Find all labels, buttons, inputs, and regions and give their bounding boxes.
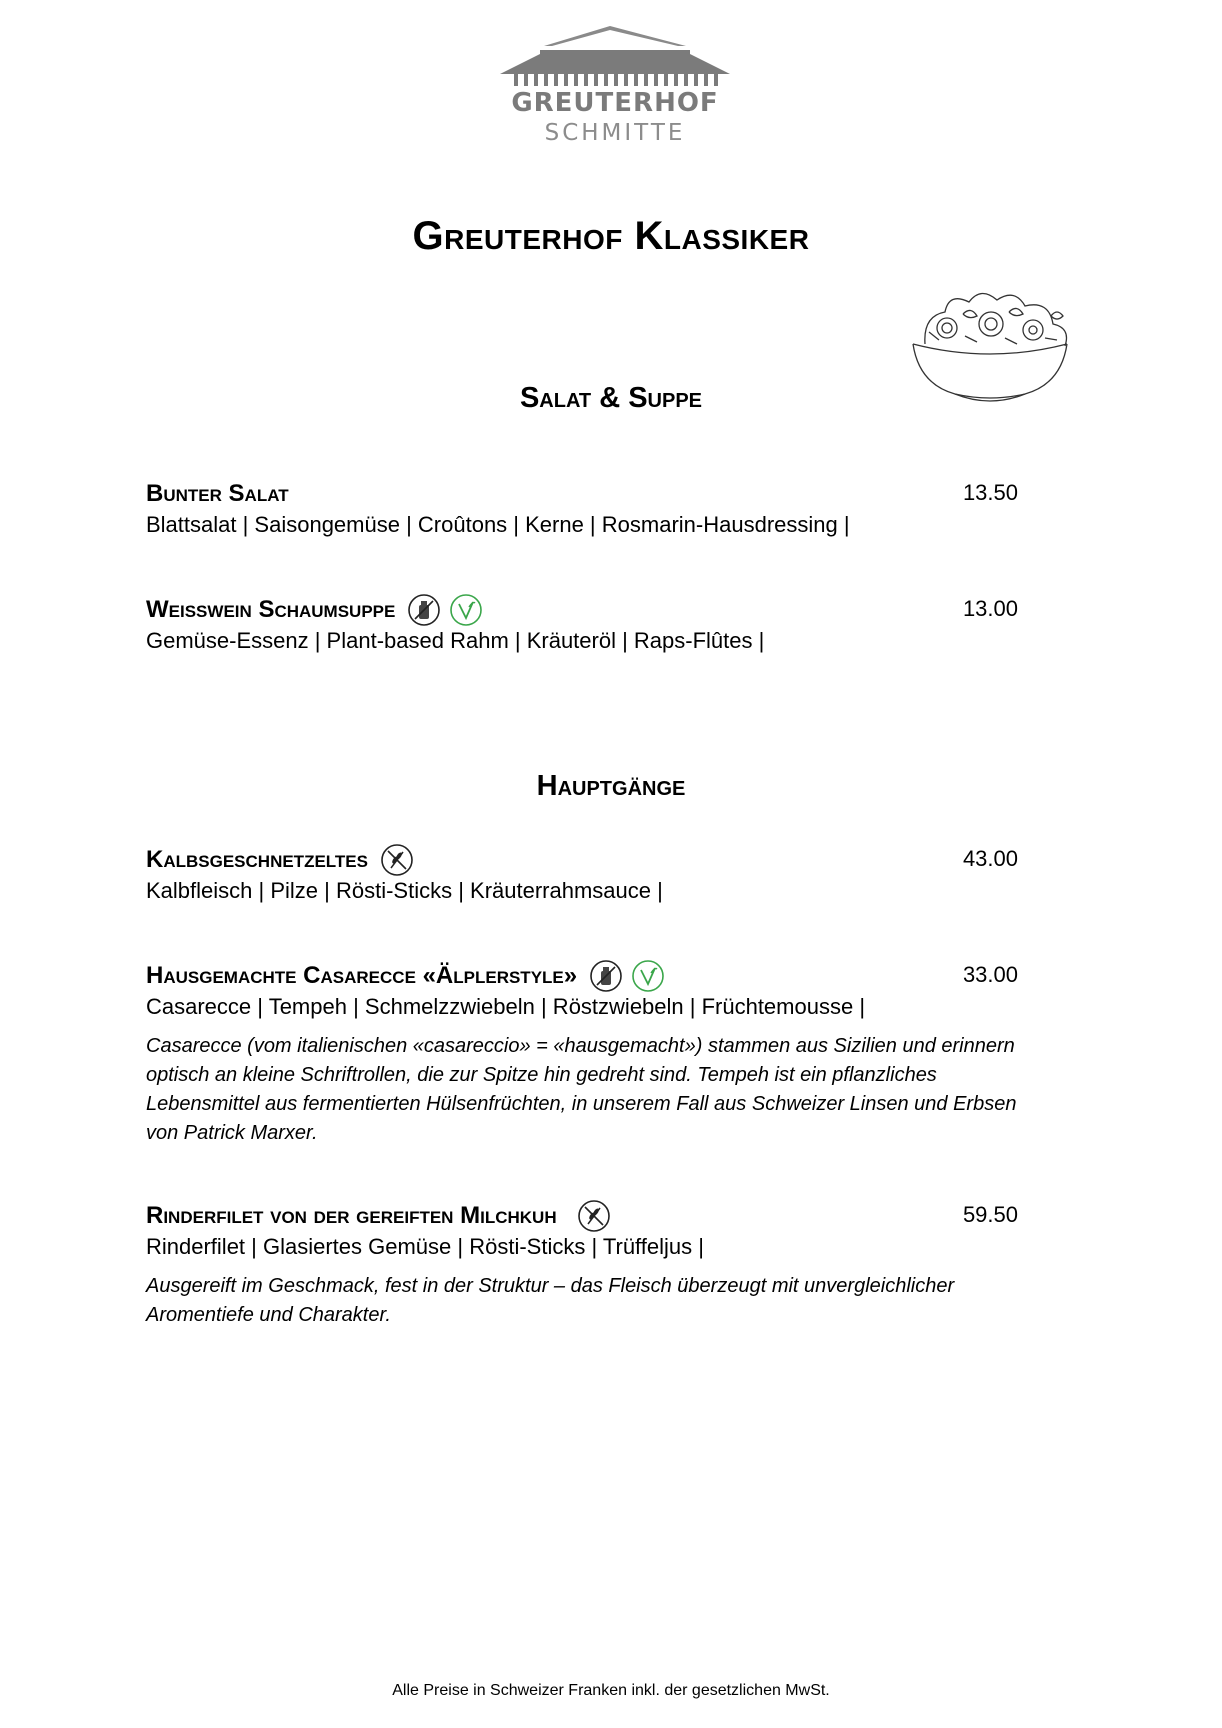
logo-wordmark-greuterhof: GREUTERHOF bbox=[511, 88, 719, 118]
dish-name: Rinderfilet von der gereiften Milchkuh bbox=[146, 1202, 557, 1229]
greuterhof-logo bbox=[500, 26, 730, 156]
gluten-free-icon bbox=[380, 843, 414, 877]
menu-item-weisswein-schaumsuppe bbox=[146, 590, 1018, 656]
dish-price: 33.00 bbox=[962, 962, 1018, 987]
price-footnote: Alle Preise in Schweizer Franken inkl. der gesetzlichen MwSt. bbox=[392, 1682, 830, 1699]
menu-item-rinderfilet bbox=[146, 1196, 1018, 1330]
dish-description: Kalbfleisch | Pilze | Rösti-Sticks | Kräuterrahmsauce | bbox=[146, 878, 663, 903]
dish-description: Blattsalat | Saisongemüse | Croûtons | Kerne | Rosmarin-Hausdressing | bbox=[146, 512, 850, 537]
vegan-icon bbox=[631, 959, 665, 993]
dish-note: Ausgereift im Geschmack, fest in der Struktur – das Fleisch überzeugt mit unvergleichlicher Aromentiefe und Charakter. bbox=[146, 1275, 955, 1326]
dish-description: Casarecce | Tempeh | Schmelzzwiebeln | Röstzwiebeln | Früchtemousse | bbox=[146, 994, 866, 1019]
vegan-icon bbox=[449, 593, 483, 627]
logo-wordmark-schmitte: SCHMITTE bbox=[544, 120, 686, 146]
dish-price: 13.00 bbox=[962, 596, 1018, 621]
dish-price: 13.50 bbox=[962, 480, 1018, 505]
building-roof-icon bbox=[500, 26, 730, 88]
menu-item-bunter-salat bbox=[146, 474, 1018, 540]
dish-name: Bunter Salat bbox=[146, 480, 289, 507]
section-title-hauptgaenge: Hauptgänge bbox=[536, 770, 686, 802]
dish-note: Casarecce (vom italienischen «casareccio» = «hausgemacht») stammen aus Sizilien und erinnern optisch an kleine Schriftrollen, die zur Spitze hin gedreht sind. Tempeh ist ein pflanzliches Lebensmittel aus fermentierten Hülsenfrüchten, in unserem Fall aus Schweizer Linsen und Erbsen von Patrick Marxer. bbox=[146, 1035, 1017, 1144]
menu-item-kalbsgeschnetzeltes bbox=[146, 840, 1018, 906]
page-title: Greuterhof Klassiker bbox=[412, 214, 810, 258]
dish-name: Hausgemachte Casarecce «Älplerstyle» bbox=[146, 962, 578, 989]
dish-name: Weisswein Schaumsuppe bbox=[146, 596, 396, 623]
lactose-free-icon bbox=[589, 959, 623, 993]
dish-name: Kalbsgeschnetzeltes bbox=[146, 846, 368, 873]
lactose-free-icon bbox=[407, 593, 441, 627]
section-title-salat-suppe: Salat & Suppe bbox=[519, 382, 703, 414]
gluten-free-icon bbox=[577, 1199, 611, 1233]
dish-description: Rinderfilet | Glasiertes Gemüse | Rösti-Sticks | Trüffeljus | bbox=[146, 1234, 704, 1259]
menu-item-casarecce bbox=[146, 956, 1018, 1148]
dish-description: Gemüse-Essenz | Plant-based Rahm | Kräuteröl | Raps-Flûtes | bbox=[146, 628, 765, 653]
dish-price: 59.50 bbox=[962, 1202, 1018, 1227]
dish-price: 43.00 bbox=[962, 846, 1018, 871]
